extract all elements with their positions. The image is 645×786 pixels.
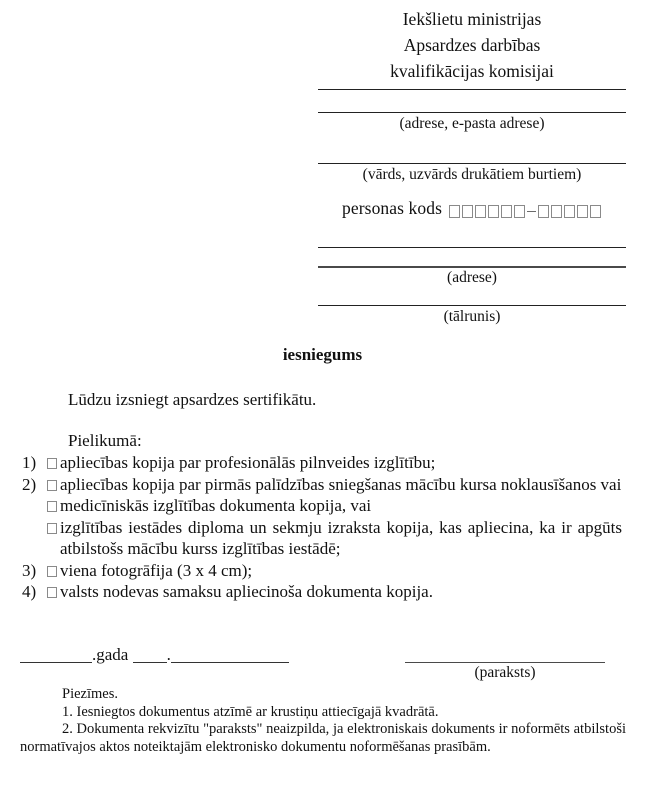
blank-rule-4 bbox=[318, 247, 626, 248]
personal-code-dash bbox=[527, 211, 536, 212]
list-item bbox=[22, 560, 622, 582]
addressee-block bbox=[318, 6, 626, 84]
signature-rule bbox=[405, 662, 605, 663]
year-blank-field[interactable] bbox=[20, 646, 92, 663]
list-item-number: 4) bbox=[22, 582, 37, 601]
caption-name-surname: (vārds, uzvārds drukātiem burtiem) bbox=[362, 166, 582, 183]
list-item bbox=[22, 517, 622, 560]
checkbox-empty-icon[interactable] bbox=[44, 581, 60, 603]
personal-code-box[interactable] bbox=[475, 205, 486, 218]
personal-code-box[interactable] bbox=[590, 205, 601, 218]
blank-rule-3 bbox=[318, 163, 626, 164]
list-item-text: viena fotogrāfija (3 x 4 cm); bbox=[60, 560, 253, 580]
day-separator-label: . bbox=[166, 645, 171, 664]
addressee-line-1: Iekšlietu ministrijas bbox=[402, 9, 542, 29]
attachments-list bbox=[22, 452, 622, 603]
notes-heading: Piezīmes. bbox=[62, 686, 118, 702]
personal-code-box[interactable] bbox=[488, 205, 499, 218]
list-item-number: 1) bbox=[22, 453, 37, 472]
notes-block bbox=[20, 686, 626, 756]
checkbox-empty-icon[interactable] bbox=[44, 495, 60, 517]
caption-address: (adrese) bbox=[447, 269, 497, 286]
personal-code-box[interactable] bbox=[514, 205, 525, 218]
year-suffix-label: .gada bbox=[92, 645, 129, 664]
blank-rule-1 bbox=[318, 89, 626, 90]
blank-rule-2 bbox=[318, 112, 626, 113]
personal-code-box[interactable] bbox=[564, 205, 575, 218]
list-item bbox=[22, 581, 622, 603]
month-blank-field[interactable] bbox=[171, 646, 289, 663]
list-item-text: apliecības kopija par pirmās palīdzības sniegšanas mācību kursa noklausīšanos vai bbox=[60, 474, 622, 494]
list-item-number: 3) bbox=[22, 560, 37, 580]
personal-code-label: personas kods bbox=[342, 198, 442, 218]
checkbox-empty-icon[interactable] bbox=[44, 452, 60, 474]
personal-code-box[interactable] bbox=[449, 205, 460, 218]
caption-address-email: (adrese, e-pasta adrese) bbox=[399, 115, 545, 132]
personal-code-row bbox=[318, 198, 626, 220]
lead-paragraph: Lūdzu izsniegt apsardzes sertifikātu. bbox=[68, 390, 317, 409]
list-item bbox=[22, 452, 622, 474]
personal-code-box[interactable] bbox=[501, 205, 512, 218]
list-item-number: 2) bbox=[22, 474, 37, 494]
addressee-line-3: kvalifikācijas komisijai bbox=[390, 61, 554, 81]
note-item-2: 2. Dokumenta rekvizītu "paraksts" neaizpilda, ja elektroniskais dokuments ir noformēts atbilstoši normatīvajos aktos noteiktajām elektronisko dokumentu noformēšanas prasībām. bbox=[20, 721, 626, 755]
list-item bbox=[22, 495, 622, 517]
date-line bbox=[20, 645, 289, 665]
day-blank-field[interactable] bbox=[133, 646, 167, 663]
personal-code-box[interactable] bbox=[577, 205, 588, 218]
blank-rule-6 bbox=[318, 305, 626, 306]
list-item-text: valsts nodevas samaksu apliecinoša dokumenta kopija. bbox=[60, 582, 433, 601]
personal-code-box[interactable] bbox=[551, 205, 562, 218]
personal-code-boxes[interactable] bbox=[448, 199, 602, 220]
caption-signature: (paraksts) bbox=[474, 664, 536, 681]
list-item-text: apliecības kopija par profesionālās pilnveides izglītību; bbox=[60, 453, 436, 472]
document-title: iesniegums bbox=[282, 345, 363, 364]
checkbox-empty-icon[interactable] bbox=[44, 474, 60, 496]
blank-rule-5 bbox=[318, 266, 626, 268]
addressee-line-2: Apsardzes darbības bbox=[403, 35, 541, 55]
list-item bbox=[22, 474, 622, 496]
attachments-heading: Pielikumā: bbox=[68, 431, 142, 450]
caption-phone: (tālrunis) bbox=[443, 308, 501, 325]
list-item-text: izglītības iestādes diploma un sekmju izraksta kopija, kas apliecina, ka ir apgūts atbilstošs mācību kurss izglītības iestādē; bbox=[60, 517, 622, 558]
checkbox-empty-icon[interactable] bbox=[44, 560, 60, 582]
list-item-text: medicīniskās izglītības dokumenta kopija, vai bbox=[60, 496, 372, 515]
checkbox-empty-icon[interactable] bbox=[44, 517, 60, 539]
personal-code-box[interactable] bbox=[538, 205, 549, 218]
note-item-1: 1. Iesniegtos dokumentus atzīmē ar krustiņu attiecīgajā kvadrātā. bbox=[62, 703, 439, 720]
personal-code-box[interactable] bbox=[462, 205, 473, 218]
